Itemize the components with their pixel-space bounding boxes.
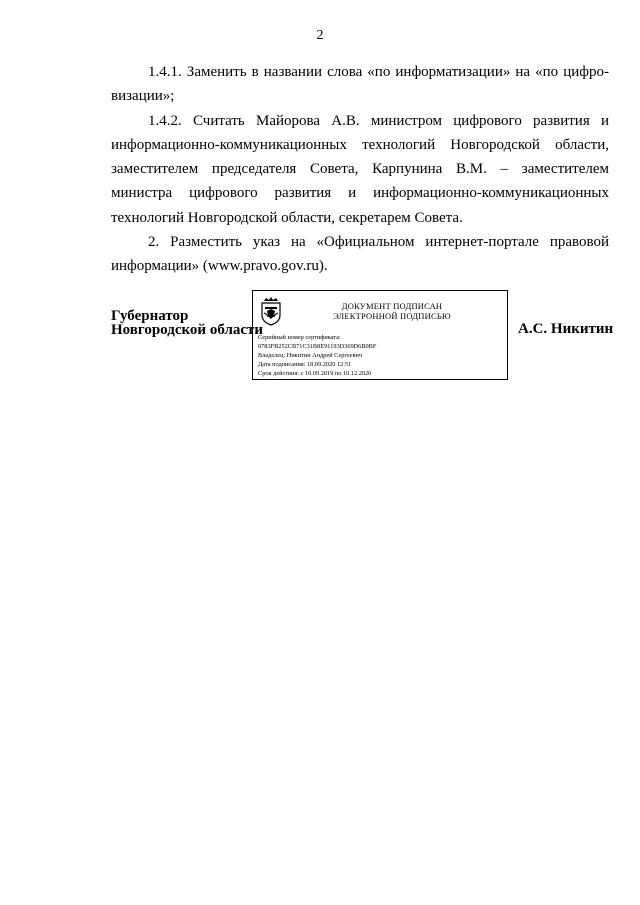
stamp-header-line-2: ЭЛЕКТРОННОЙ ПОДПИСЬЮ (333, 311, 451, 321)
certificate-owner: Владелец: Никитин Андрей Сергеевич (258, 352, 363, 359)
paragraph-1-4-1-continuation: визации»; (111, 88, 175, 105)
stamp-header (289, 301, 495, 321)
signing-date: Дата подписания: 18.09.2020 12:51 (258, 361, 352, 368)
signatory-position (111, 309, 263, 337)
paragraph-1-4-2: 1.4.2. Считать Майорова А.В. министром цифрового развития и информационно-коммуникационных технологий Новгородской области, заместителем председателя Совета, Карпунина В.М. – заместителем министра цифрового развития и информационно-коммуникационных технологий Новгородской области, секретарем Совета. (111, 112, 609, 226)
signatory-title-line-1: Губернатор (111, 308, 189, 324)
coat-of-arms-icon (259, 296, 283, 326)
stamp-header-line-1: ДОКУМЕНТ ПОДПИСАН (341, 301, 443, 311)
paragraph-1-4-1: 1.4.1. Заменить в названии слова «по информатизации» на «по цифро- (148, 64, 609, 80)
paragraph-2: 2. Разместить указ на «Официальном интернет-портале правовой информации» (www.pravo.gov.ru). (111, 234, 609, 275)
certificate-serial-label: Серийный номер сертификата: (258, 334, 341, 341)
certificate-details (258, 333, 376, 378)
certificate-serial: 0783FB252CB71C31B8E91193D369D6B0BF (258, 343, 377, 350)
electronic-signature-stamp (252, 290, 508, 380)
signatory-title-line-2: Новгородской области (111, 322, 264, 338)
certificate-validity: Срок действия: с 10.09.2019 по 10.12.2020 (258, 370, 372, 377)
document-body (111, 60, 609, 279)
page-number: 2 (316, 28, 324, 43)
signatory-name: А.С. Никитин (518, 321, 614, 337)
